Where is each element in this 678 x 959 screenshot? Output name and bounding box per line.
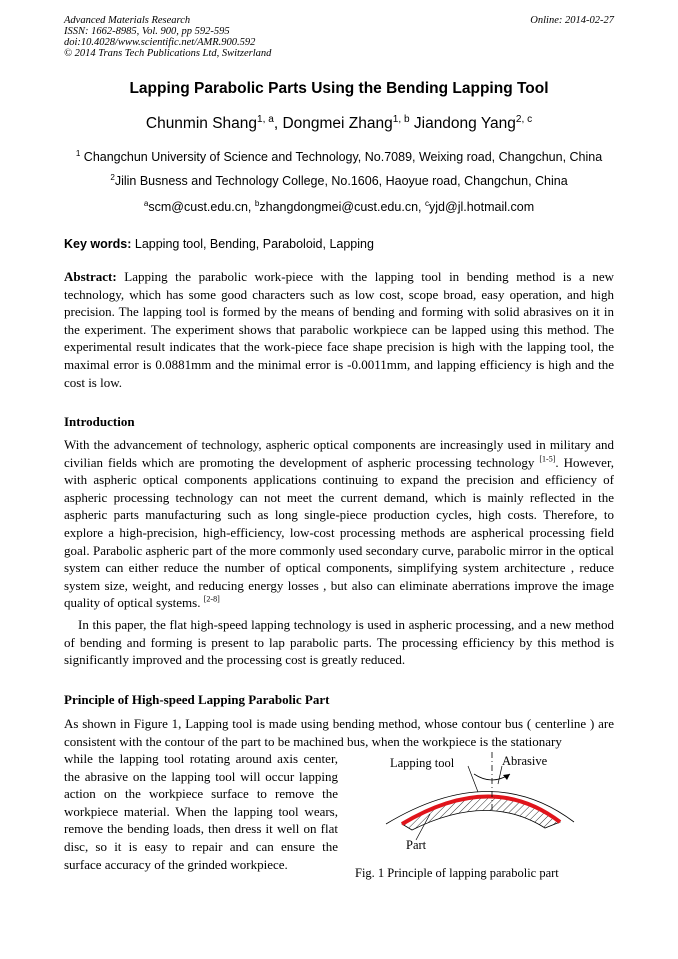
paper-title: Lapping Parabolic Parts Using the Bending Lapping Tool — [129, 80, 549, 97]
abstract-label: Abstract: — [64, 269, 117, 284]
author-name: Jiandong Yang — [413, 115, 516, 132]
author-name: Chunmin Shang — [145, 115, 258, 132]
copyright-line: © 2014 Trans Tech Publications Ltd, Switzerland — [64, 48, 272, 59]
journal-name: Advanced Materials Research — [64, 15, 191, 26]
abstract-text: Lapping the parabolic work-piece with the lapping tool in bending method is a new technology, which has some good characters such as low cost, scope broad, easy operation, and high precision. The lapping tool is formed by the means of bending and forming with solid abrasives on it in the experiment. The experiment shows that parabolic workpiece can be lapped using this method. The experimental result indicates that the work-piece face shape precision is high with the lapping tool, the maximal error is 0.0881mm and the minimal error is -0.0011mm, and lapping efficiency is high and the cost is low. — [64, 269, 614, 390]
principle-paragraph-1: As shown in Figure 1, Lapping tool is made using bending method, whose contour bus ( centerline ) are consistent with the contour of the part to be machined bus, when the workpiece is the stationary — [64, 716, 614, 749]
author-list — [0, 115, 678, 133]
email-sup: a — [143, 198, 149, 208]
email: zhangdongmei@cust.edu.cn, — [259, 200, 425, 214]
affiliation-sup: 2 — [110, 172, 115, 182]
author-sup: 2, c — [515, 113, 533, 125]
label-abrasive: Abrasive — [502, 754, 548, 768]
introduction-paragraph-1 — [64, 436, 614, 612]
principle-paragraph-2: while the lapping tool rotating around axis center, the abrasive on the lapping tool will occur lapping action on the workpiece surface to remove the workpiece material. When the lapping tool wears, remove the bending loads, then dress it well on flat disc, so it is easy to repair and can ensure the surface accuracy of the grinded workpiece. — [64, 751, 338, 872]
email: yjd@jl.hotmail.com — [429, 200, 535, 214]
leader-tool — [468, 766, 478, 792]
intro-text-b: . However, with aspheric optical components applications continuing to expand the precision and efficiency of aspheric processing technology can not meet the current demand, which is mainly reflected in the aspheric parts manufacturing such as long single-piece production cycles, high costs. Therefore, to explore a high-precision, high-efficiency, low-cost processing methods are aspherical processing field goal. Parabolic aspheric part of the more commonly used secondary curve, parabolic mirror in the optical system can either reduce the number of optical components, simplifying system architecture , reduce system size, weight, and reducing energy losses , but also can eliminate aberrations improve the image quality of optical systems. — [64, 454, 615, 611]
affiliation-1 — [0, 150, 678, 164]
affiliation-text: Jilin Busness and Technology College, No.1606, Haoyue road, Changchun, China — [114, 174, 568, 188]
label-part: Part — [406, 838, 427, 852]
citation: [2-8] — [203, 595, 220, 605]
intro-text-a: With the advancement of technology, aspheric optical components are increasingly used in military and civilian fields which are promoting the development of aspheric processing technology — [64, 437, 614, 470]
author-sup: 1, a — [257, 113, 274, 125]
keywords — [64, 237, 374, 251]
affiliation-sup: 1 — [75, 148, 81, 158]
email-sup: c — [424, 198, 430, 208]
citation: [1-5] — [539, 454, 556, 464]
doi-line: doi:10.4028/www.scientific.net/AMR.900.592 — [64, 37, 256, 48]
author-sup: 1, b — [392, 113, 410, 125]
figure-caption: Fig. 1 Principle of lapping parabolic part — [355, 866, 559, 880]
author-name: Dongmei Zhang — [282, 115, 393, 132]
keywords-text: Lapping tool, Bending, Paraboloid, Lapping — [131, 237, 374, 251]
keywords-label: Key words: — [64, 237, 132, 251]
email-sup: b — [254, 198, 260, 208]
email-line — [0, 200, 678, 214]
online-date: Online: 2014-02-27 — [530, 15, 614, 26]
abstract — [64, 268, 614, 391]
label-lapping-tool: Lapping tool — [390, 756, 455, 770]
principle-heading: Principle of High-speed Lapping Parabolic Part — [64, 692, 330, 707]
introduction-heading: Introduction — [64, 414, 135, 429]
introduction-paragraph-2: In this paper, the flat high-speed lapping technology is used in aspheric processing, and a new method of bending and forming is present to lap parabolic parts. The processing efficiency by this method is significantly improved and the processing cost is greatly reduced. — [64, 617, 614, 668]
issn-line: ISSN: 1662-8985, Vol. 900, pp 592-595 — [64, 26, 230, 37]
figure-1 — [350, 752, 614, 884]
affiliation-2 — [0, 174, 678, 188]
author-separator: , — [273, 115, 283, 132]
journal-header — [64, 15, 271, 59]
affiliation-text: Changchun University of Science and Technology, No.7089, Weixing road, Changchun, China — [80, 150, 603, 164]
email: scm@cust.edu.cn, — [148, 200, 255, 214]
